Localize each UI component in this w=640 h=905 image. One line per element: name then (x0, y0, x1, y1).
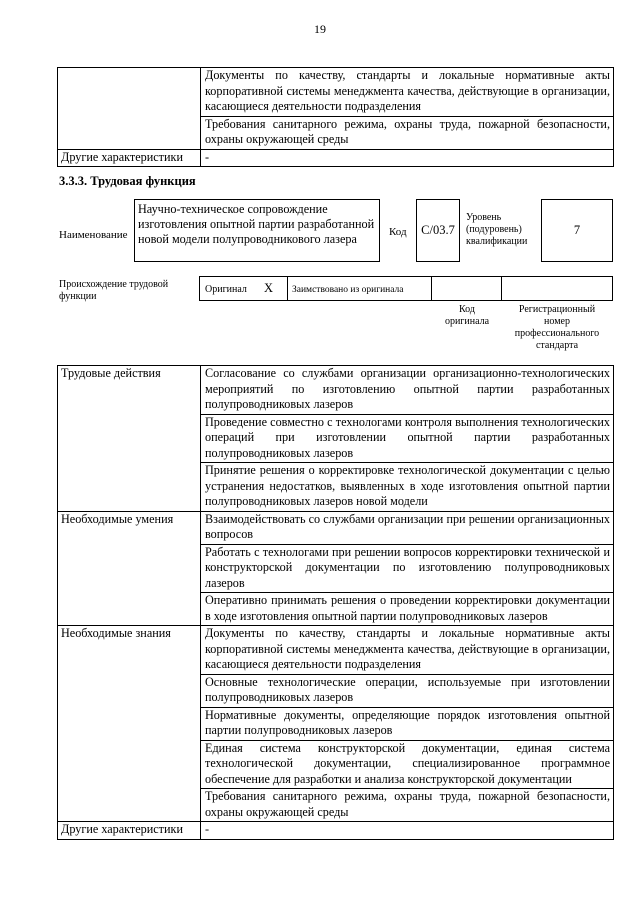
table-row (58, 149, 614, 167)
row-item: Документы по качеству, стандарты и локальные нормативные акты корпоративной системы менеджмента качества, действующие в организации, касающиеся деятельности подразделения (201, 68, 614, 117)
row-label: Другие характеристики (58, 822, 201, 840)
row-item: Взаимодействовать со службами организации при решении организационных вопросов (201, 511, 614, 544)
table-row (58, 822, 614, 840)
code-orig-label: Код оригинала (444, 304, 490, 327)
code-orig-box (431, 276, 502, 301)
table-row (58, 511, 614, 544)
level-value: 7 (573, 223, 581, 237)
table-row (58, 68, 614, 117)
row-label: Необходимые знания (58, 626, 201, 822)
name-label: Наименование (59, 229, 128, 241)
borrowed-box (287, 276, 432, 301)
code-box (416, 199, 460, 262)
name-value: Научно-техническое сопровождение изготовления опытной партии разработанной новой модели полупроводникового лазера (138, 202, 375, 246)
row-label: Необходимые умения (58, 511, 201, 626)
row-item: Согласование со службами организации организационно-технологических мероприятий по изготовлению опытной партии разработанных полупроводниковых лазеров (201, 366, 614, 415)
row-item: Нормативные документы, определяющие порядок изготовления опытной партии полупроводниковых лазеров (201, 707, 614, 740)
row-item: Проведение совместно с технологами контроля выполнения технологических операций при изготовлении опытной партии разработанных полупроводниковых лазеров (201, 414, 614, 463)
level-label: Уровень (подуровень) квалификации (466, 212, 528, 247)
page-number: 19 (314, 22, 326, 36)
row-item: Принятие решения о корректировке технологической документации с целью устранения недостатков, выявленных в ходе изготовления опытной партии полупроводниковых лазеров новой модели (201, 463, 614, 512)
table-row (58, 366, 614, 415)
original-label: Оригинал (205, 284, 247, 295)
row-item: Требования санитарного режима, охраны труда, пожарной безопасности, охраны окружающей среды (201, 116, 614, 149)
row-item: Основные технологические операции, используемые при изготовлении полупроводниковых лазеров (201, 674, 614, 707)
code-value: C/03.7 (421, 223, 455, 237)
top-characteristics-table (57, 67, 614, 167)
name-value-box (134, 199, 380, 262)
code-label: Код (389, 226, 407, 238)
row-item: Единая система конструкторской документации, единая система технологической документации, специализированное программное обеспечение для разработки и анализа конструкторской документации (201, 740, 614, 789)
origin-label: Происхождение трудовой функции (59, 279, 169, 302)
table-row (58, 626, 614, 675)
row-item: Оперативно принимать решения о проведении корректировки документации в ходе изготовления опытной партии полупроводниковых лазеров (201, 593, 614, 626)
row-item: - (201, 822, 614, 840)
row-item: - (201, 149, 614, 167)
labor-function-table (57, 365, 614, 840)
row-label (58, 68, 201, 150)
row-item: Документы по качеству, стандарты и локальные нормативные акты корпоративной системы менеджмента качества, действующие в организации, касающиеся деятельности подразделения (201, 626, 614, 675)
row-label: Другие характеристики (58, 149, 201, 167)
reg-number-box (501, 276, 613, 301)
row-item: Работать с технологами при решении вопросов корректировки технической и конструкторской документации по изготовлению полупроводниковых лазеров (201, 544, 614, 593)
borrowed-label: Заимствовано из оригинала (292, 285, 404, 295)
original-box (199, 276, 288, 301)
section-heading: 3.3.3. Трудовая функция (59, 174, 196, 188)
reg-number-label: Регистрационный номер профессионального стандарта (514, 304, 600, 351)
row-label: Трудовые действия (58, 366, 201, 512)
level-box (541, 199, 613, 262)
row-item: Требования санитарного режима, охраны труда, пожарной безопасности, охраны окружающей среды (201, 789, 614, 822)
original-mark: X (264, 281, 274, 295)
